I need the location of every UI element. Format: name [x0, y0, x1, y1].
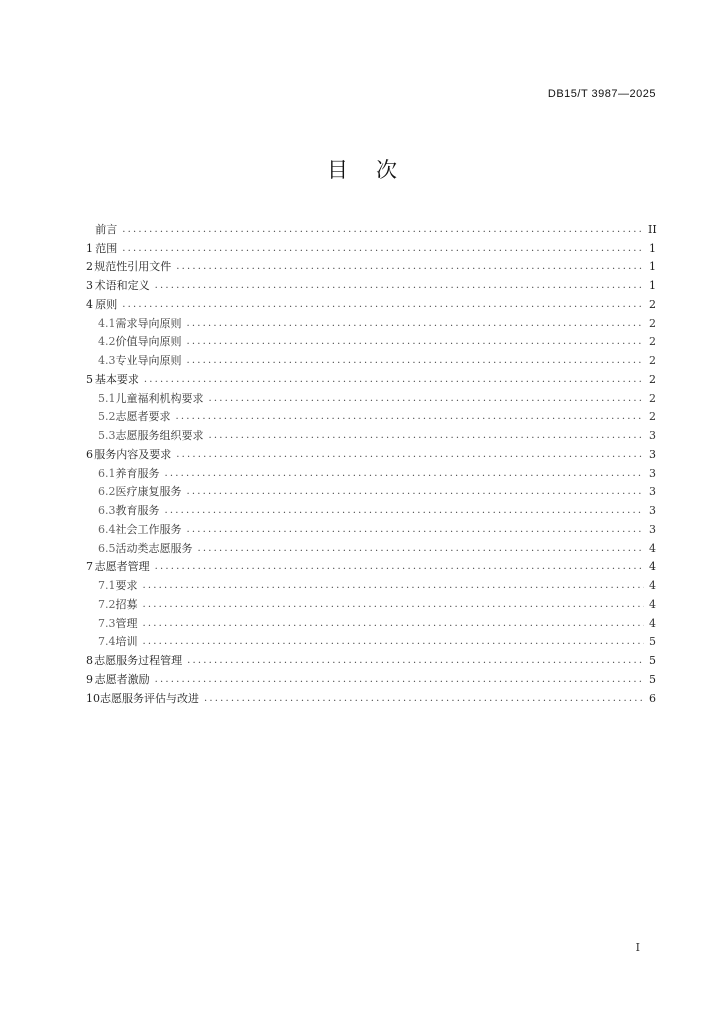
toc-leader-dots	[122, 298, 644, 312]
toc-leader-dots	[155, 673, 644, 687]
toc-entry-number: 4	[86, 297, 93, 311]
toc-entry-title: 要求	[115, 579, 138, 592]
toc-entry[interactable]	[86, 668, 656, 687]
toc-entry-number: 5.1	[98, 391, 116, 405]
toc-leader-dots	[122, 223, 644, 237]
toc-leader-dots	[143, 598, 645, 612]
toc-entry-page: 6	[649, 691, 656, 705]
toc-entry[interactable]	[86, 574, 656, 593]
toc-entry-title: 志愿服务过程管理	[94, 654, 183, 667]
toc-entry[interactable]	[86, 499, 656, 518]
toc-entry-page: 1	[649, 241, 656, 255]
toc-entry[interactable]	[86, 462, 656, 481]
toc-entry-number: 5.2	[98, 410, 116, 424]
toc-entry[interactable]	[86, 518, 656, 537]
toc-entry-title: 服务内容及要求	[94, 447, 172, 461]
toc-entry-number: 7	[86, 560, 93, 574]
toc-entry-number: 4.1	[98, 316, 116, 330]
toc-entry[interactable]	[86, 218, 656, 237]
toc-entry[interactable]	[86, 556, 656, 575]
toc-entry-number: 6.4	[98, 522, 116, 536]
toc-entry-page: 4	[649, 597, 656, 611]
toc-entry-page: 5	[649, 635, 656, 649]
toc-entry[interactable]	[86, 443, 656, 462]
toc-entry[interactable]	[86, 312, 656, 331]
toc-leader-dots	[209, 392, 645, 406]
toc-leader-dots	[176, 260, 644, 274]
toc-entry-title: 规范性引用文件	[94, 260, 172, 274]
toc-entry-page: 2	[649, 316, 656, 330]
toc-leader-dots	[165, 504, 645, 518]
toc-entry-number: 5	[86, 372, 93, 386]
toc-entry-number: 6.5	[98, 541, 116, 555]
toc-entry-title: 专业导向原则	[115, 354, 182, 367]
toc-entry-number: 4.2	[98, 335, 116, 349]
toc-entry[interactable]	[86, 406, 656, 425]
toc-leader-dots	[143, 635, 645, 649]
toc-entry-page: 5	[649, 672, 656, 686]
toc-entry-title: 原则	[95, 297, 118, 311]
toc-entry-page: 3	[649, 447, 656, 461]
page-title: 目次	[327, 158, 425, 182]
toc-entry-page: 2	[649, 354, 656, 367]
toc-leader-dots	[155, 279, 644, 293]
toc-entry-number: 7.1	[98, 579, 116, 592]
toc-leader-dots	[144, 373, 644, 387]
toc-entry-number: 7.3	[98, 616, 116, 630]
toc-entry[interactable]	[86, 237, 656, 256]
toc-entry-page: 3	[649, 466, 656, 480]
toc-leader-dots	[204, 692, 644, 706]
toc-entry[interactable]	[86, 612, 656, 631]
toc-leader-dots	[198, 542, 645, 556]
toc-entry[interactable]	[86, 274, 656, 293]
toc-entry-title: 需求导向原则	[115, 316, 182, 330]
toc-entry-page: 4	[649, 541, 656, 555]
toc-leader-dots	[187, 354, 645, 368]
toc-entry-title: 教育服务	[115, 504, 160, 517]
toc-entry-title: 活动类志愿服务	[115, 541, 193, 555]
toc-leader-dots	[176, 410, 645, 424]
toc-entry-page: 3	[649, 429, 656, 442]
toc-leader-dots	[155, 560, 644, 574]
toc-entry-number: 6.3	[98, 504, 116, 517]
toc-entry-title: 前言	[95, 222, 118, 236]
toc-entry-number: 1	[86, 241, 93, 255]
toc-entry-title: 志愿者要求	[115, 410, 171, 424]
toc-entry-title: 管理	[115, 616, 138, 630]
toc-entry-number: 4.3	[98, 354, 116, 367]
toc-entry[interactable]	[86, 631, 656, 650]
toc-entry-title: 范围	[95, 241, 118, 255]
toc-leader-dots	[143, 579, 645, 593]
toc-entry[interactable]	[86, 687, 656, 706]
toc-entry-page: 3	[649, 504, 656, 517]
toc-entry[interactable]	[86, 349, 656, 368]
toc-entry[interactable]	[86, 331, 656, 350]
toc-entry-page: 5	[649, 654, 656, 667]
toc-leader-dots	[176, 448, 644, 462]
toc-entry-number: 7.4	[98, 635, 116, 649]
toc-entry-title: 培训	[115, 635, 138, 649]
toc-entry-number: 6.2	[98, 485, 116, 499]
toc-leader-dots	[187, 523, 645, 537]
toc-entry[interactable]	[86, 424, 656, 443]
toc-entry[interactable]	[86, 593, 656, 612]
toc-entry-page: 1	[649, 260, 656, 274]
toc-entry[interactable]	[86, 293, 656, 312]
toc-entry-page: 4	[649, 560, 656, 574]
toc-entry-title: 志愿服务评估与改进	[100, 691, 199, 705]
toc-entry-page: 3	[649, 485, 656, 499]
toc-entry-page: 2	[649, 410, 656, 424]
toc-entry-title: 价值导向原则	[115, 335, 182, 349]
toc-leader-dots	[187, 317, 645, 331]
toc-entry-page: II	[648, 222, 657, 236]
toc-entry-number: 7.2	[98, 597, 116, 611]
toc-entry-page: 1	[649, 279, 656, 292]
table-of-contents	[86, 218, 656, 706]
toc-entry-page: 2	[649, 297, 656, 311]
toc-entry-page: 4	[649, 616, 656, 630]
toc-entry-title: 基本要求	[94, 372, 139, 386]
toc-entry-page: 2	[649, 372, 656, 386]
toc-entry-number: 6	[86, 447, 93, 461]
toc-entry-number: 8	[86, 654, 93, 667]
toc-leader-dots	[209, 429, 645, 443]
toc-entry[interactable]	[86, 387, 656, 406]
page-number: I	[635, 941, 640, 954]
toc-entry[interactable]	[86, 481, 656, 500]
toc-entry-page: 4	[649, 579, 656, 592]
toc-leader-dots	[122, 242, 644, 256]
toc-entry-page: 2	[649, 335, 656, 349]
document-code: DB15/T 3987—2025	[547, 88, 656, 100]
toc-entry-page: 2	[649, 391, 656, 405]
toc-leader-dots	[187, 654, 644, 668]
toc-entry[interactable]	[86, 368, 656, 387]
toc-entry-number: 3	[86, 279, 93, 292]
toc-leader-dots	[187, 335, 645, 349]
toc-entry-title: 志愿者管理	[94, 560, 150, 574]
toc-entry-title: 志愿服务组织要求	[115, 429, 204, 442]
toc-leader-dots	[187, 485, 645, 499]
toc-entry[interactable]	[86, 256, 656, 275]
toc-entry-title: 医疗康复服务	[115, 485, 182, 499]
toc-entry-number: 2	[86, 260, 93, 274]
toc-leader-dots	[143, 617, 645, 631]
toc-entry-number: 6.1	[98, 466, 116, 480]
toc-entry-title: 儿童福利机构要求	[115, 391, 204, 405]
toc-entry-title: 术语和定义	[94, 279, 150, 292]
toc-entry[interactable]	[86, 537, 656, 556]
toc-entry-number: 5.3	[98, 429, 116, 442]
toc-entry-number: 10	[86, 691, 100, 705]
toc-entry-title: 养育服务	[115, 466, 160, 480]
toc-entry-title: 社会工作服务	[115, 522, 182, 536]
toc-entry[interactable]	[86, 649, 656, 668]
toc-entry-number: 9	[86, 672, 93, 686]
toc-entry-title: 招募	[115, 597, 138, 611]
toc-leader-dots	[165, 467, 645, 481]
toc-entry-page: 3	[649, 522, 656, 536]
toc-entry-title: 志愿者激励	[94, 672, 150, 686]
